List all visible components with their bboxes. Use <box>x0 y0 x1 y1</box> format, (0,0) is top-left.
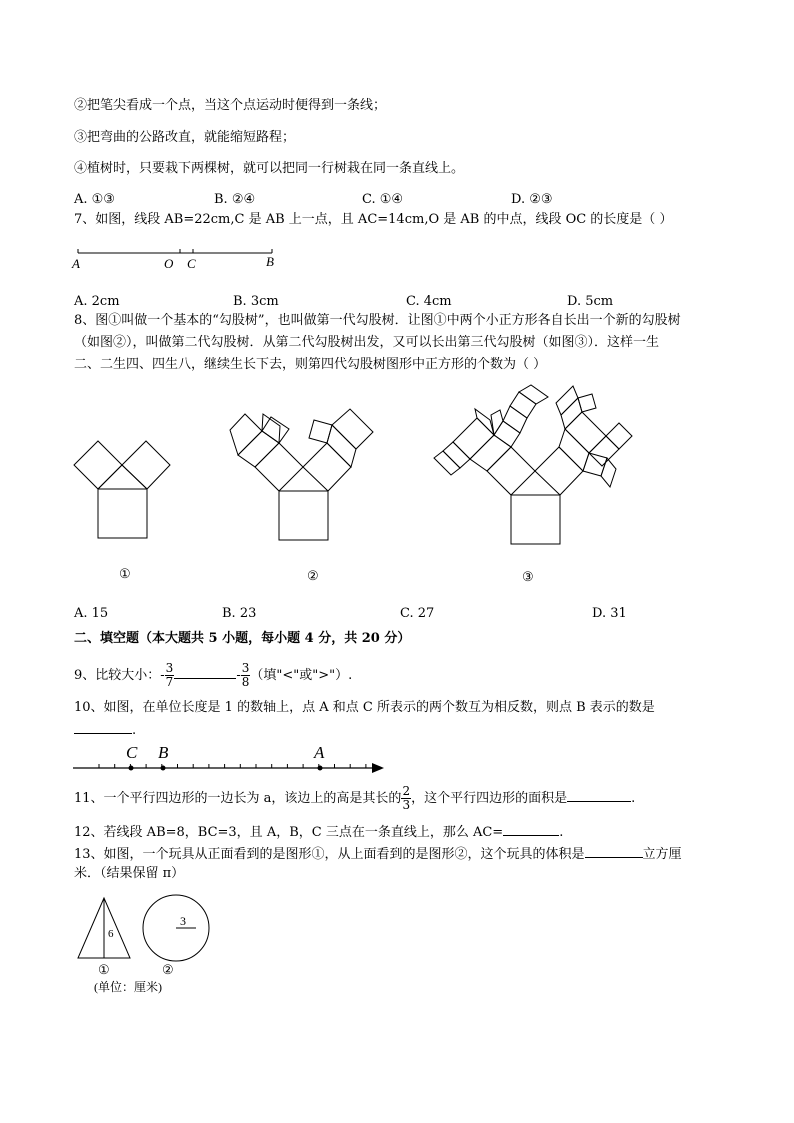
q13-prefix: 13、如图，一个玩具从正面看到的是图形①，从上面看到的是图形②，这个玩具的体积是 <box>74 847 585 862</box>
q7-label-b: B <box>266 254 274 269</box>
q12-end: . <box>559 825 564 840</box>
q12-text <box>74 825 563 841</box>
q9-frac1-numerator: 3 <box>165 661 174 675</box>
q10-label-c: C <box>126 743 138 762</box>
q12-prefix: 12、若线段 AB=8，BC=3，且 A，B，C 三点在一条直线上，那么 AC= <box>74 825 504 840</box>
q10-text-1: 10、如图，在单位长度是 1 的数轴上，点 A 和点 C 所表示的两个数互为相反数，则点 B 表示的数是 <box>74 700 655 715</box>
q13-unit: (单位：厘米) <box>94 980 162 994</box>
q9-mid: - <box>236 668 241 683</box>
q8-text-2: （如图②），叫做第二代勾股树．从第二代勾股树出发，又可以长出第三代勾股树（如图③）．这样一生 <box>74 335 660 350</box>
q10-label-b: B <box>158 743 169 762</box>
q10-text-2 <box>74 720 136 739</box>
q10-label-a: A <box>314 743 325 762</box>
q9-fraction-2 <box>241 662 251 689</box>
q10-end: . <box>132 723 137 738</box>
q9-answer-blank[interactable] <box>174 678 236 679</box>
q9-frac1-denominator: 7 <box>165 675 174 689</box>
q7-label-o: O <box>164 256 174 271</box>
q6-statement-3: ③把弯曲的公路改直，就能缩短路程； <box>74 130 296 145</box>
q11-mid: ，这个平行四边形的面积是 <box>411 791 568 806</box>
q11-prefix: 11、一个平行四边形的一边长为 a，该边上的高是其长的 <box>74 791 402 806</box>
q6-option-d: D. ②③ <box>511 192 553 207</box>
q6-option-b: B. ②④ <box>214 192 256 207</box>
q7-option-a: A. 2cm <box>74 294 120 309</box>
q13-text-2: 米．（结果保留 π） <box>74 866 185 881</box>
figure-2-label: ② <box>307 569 319 584</box>
q10-number-line <box>70 740 390 780</box>
q8-option-a: A. 15 <box>74 606 109 621</box>
q8-option-c: C. 27 <box>400 606 435 621</box>
q9-suffix: （填"<"或">"）. <box>250 668 353 683</box>
q6-statement-2: ②把笔尖看成一个点，当这个点运动时便得到一条线； <box>74 98 387 113</box>
q11-frac-numerator: 2 <box>402 784 411 798</box>
q7-label-c: C <box>187 256 196 271</box>
q9-prefix: 9、比较大小：- <box>74 668 165 683</box>
figure-3-label: ③ <box>522 570 534 585</box>
q8-text-3: 二、二生四、四生八，继续生长下去，则第四代勾股树图形中正方形的个数为（ ） <box>74 357 547 372</box>
q9-fraction-1 <box>165 662 175 689</box>
q13-figure <box>70 895 220 1000</box>
q13-label-2: ② <box>162 962 174 977</box>
q8-text-1: 8、图①叫做一个基本的“勾股树”，也叫做第一代勾股树．让图①中两个小正方形各自长出一个新的勾股树 <box>74 313 681 328</box>
q7-option-c: C. 4cm <box>406 294 452 309</box>
q13-suffix: 立方厘 <box>642 847 682 862</box>
q7-text: 7、如图，线段 AB=22cm,C 是 AB 上一点，且 AC=14cm,O 是 AB 的中点，线段 OC 的长度是（ ） <box>74 212 673 227</box>
q11-answer-blank[interactable] <box>567 801 631 802</box>
q9-frac2-denominator: 8 <box>241 675 250 689</box>
q9-text <box>74 658 352 694</box>
q11-end: . <box>631 791 636 806</box>
figure-1-label: ① <box>119 567 131 582</box>
q9-frac2-numerator: 3 <box>241 661 250 675</box>
q7-option-b: B. 3cm <box>233 294 279 309</box>
q8-option-b: B. 23 <box>222 606 257 621</box>
q13-circle-radius: 3 <box>180 914 186 928</box>
q12-answer-blank[interactable] <box>503 835 559 836</box>
q13-answer-blank[interactable] <box>585 857 643 858</box>
q7-label-a: A <box>72 256 80 271</box>
q6-option-a: A. ①③ <box>74 192 115 207</box>
q8-option-d: D. 31 <box>592 606 627 621</box>
q13-text-1 <box>74 847 682 863</box>
q11-text <box>74 781 635 817</box>
q6-option-c: C. ①④ <box>362 192 404 207</box>
q7-option-d: D. 5cm <box>567 294 614 309</box>
q11-frac-denominator: 3 <box>402 798 411 812</box>
q11-fraction <box>401 785 411 812</box>
q13-cone-height: 6 <box>108 928 114 940</box>
q10-answer-blank[interactable] <box>74 720 132 734</box>
q13-label-1: ① <box>98 962 110 977</box>
q6-statement-4: ④植树时，只要栽下两棵树，就可以把同一行树栽在同一条直线上。 <box>74 161 465 176</box>
section-2-heading: 二、填空题（本大题共 5 小题，每小题 4 分，共 20 分） <box>74 631 411 646</box>
